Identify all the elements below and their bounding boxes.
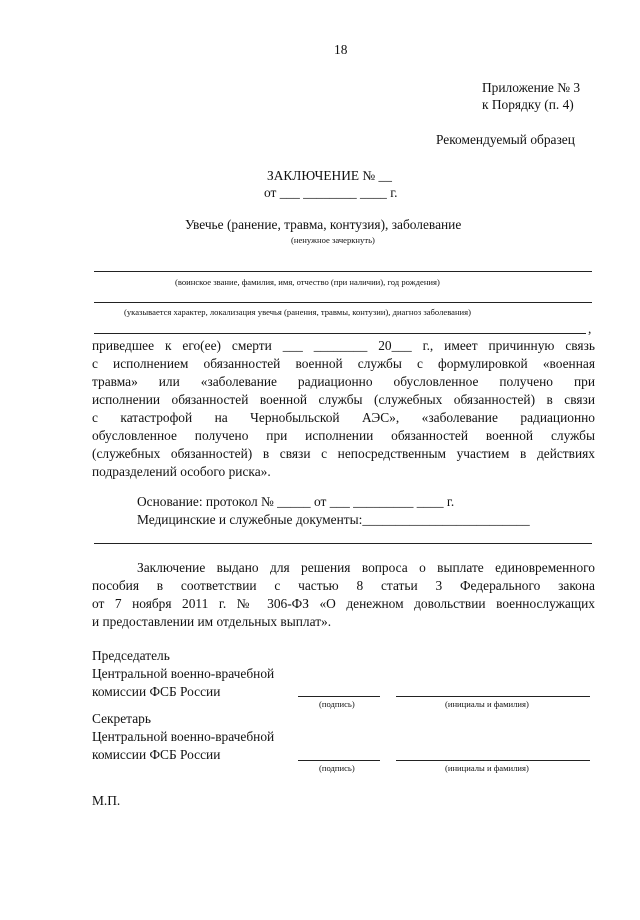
secretary-name-caption: (инициалы и фамилия) [445,763,529,773]
secretary-org-line-2: комиссии ФСБ России [92,747,221,762]
body-line-1: приведшее к его(ее) смерти ___ ________ 20___ г., имеет причинную связь [92,338,595,353]
secretary-signature-line [298,760,380,761]
extra-line-comma: , [588,321,592,336]
body-line-6: обусловленное получено при исполнении обязанностей военной службы [92,428,595,443]
basis-protocol: Основание: протокол № _____ от ___ _________ ____ г. [137,494,455,509]
page-number: 18 [334,42,348,57]
conclusion-line-2: пособия в соответствии с частью 8 статьи 3 Федерального закона [92,578,595,593]
body-line-8: подразделений особого риска». [92,464,271,479]
extra-line [94,333,586,334]
subject-line: Увечье (ранение, травма, контузия), заболевание [185,217,462,232]
chairman-name-line [396,696,590,697]
secretary-role: Секретарь [92,711,151,726]
appendix-line-1: Приложение № 3 [482,80,581,95]
secretary-org-line-1: Центральной военно-врачебной [92,729,275,744]
conclusion-line-1: Заключение выдано для решения вопроса о выплате единовременного [137,560,595,575]
body-line-4: исполнении обязанностей военной службы (служебных обязанностей) в связи [92,392,595,407]
chairman-role: Председатель [92,648,170,663]
injury-caption: (указывается характер, локализация увечья (ранения, травмы, контузии), диагноз заболевания) [124,307,471,317]
subject-note: (ненужное зачеркнуть) [291,235,375,245]
chairman-signature-caption: (подпись) [319,699,355,709]
body-line-3: травма» или «заболевание радиационно обусловленное получено при [92,374,595,389]
document-date-line: от ___ ________ ____ г. [264,185,398,200]
chairman-signature-line [298,696,380,697]
supporting-documents: Медицинские и служебные документы:_________________________ [137,512,530,527]
stamp-place: М.П. [92,793,121,808]
rank-name-caption: (воинское звание, фамилия, имя, отчество (при наличии), год рождения) [175,277,440,287]
chairman-org-line-2: комиссии ФСБ России [92,684,221,699]
body-line-5: с катастрофой на Чернобыльской АЭС», «заболевание радиационно [92,410,595,425]
chairman-org-line-1: Центральной военно-врачебной [92,666,275,681]
chairman-name-caption: (инициалы и фамилия) [445,699,529,709]
recommended-sample: Рекомендуемый образец [436,132,575,147]
conclusion-line-3: от 7 ноября 2011 г. № 306-ФЗ «О денежном довольствии военнослужащих [92,596,595,611]
documents-extra-line [94,543,592,544]
rank-name-line [94,271,592,272]
secretary-name-line [396,760,590,761]
body-line-7: (служебных обязанностей) в связи с непосредственным участием в действиях [92,446,595,461]
document-title: ЗАКЛЮЧЕНИЕ № __ [267,168,392,183]
injury-line [94,302,592,303]
appendix-line-2: к Порядку (п. 4) [482,97,574,112]
body-line-2: с исполнением обязанностей военной службы с формулировкой «военная [92,356,595,371]
conclusion-line-4: и предоставлении им отдельных выплат». [92,614,332,629]
secretary-signature-caption: (подпись) [319,763,355,773]
